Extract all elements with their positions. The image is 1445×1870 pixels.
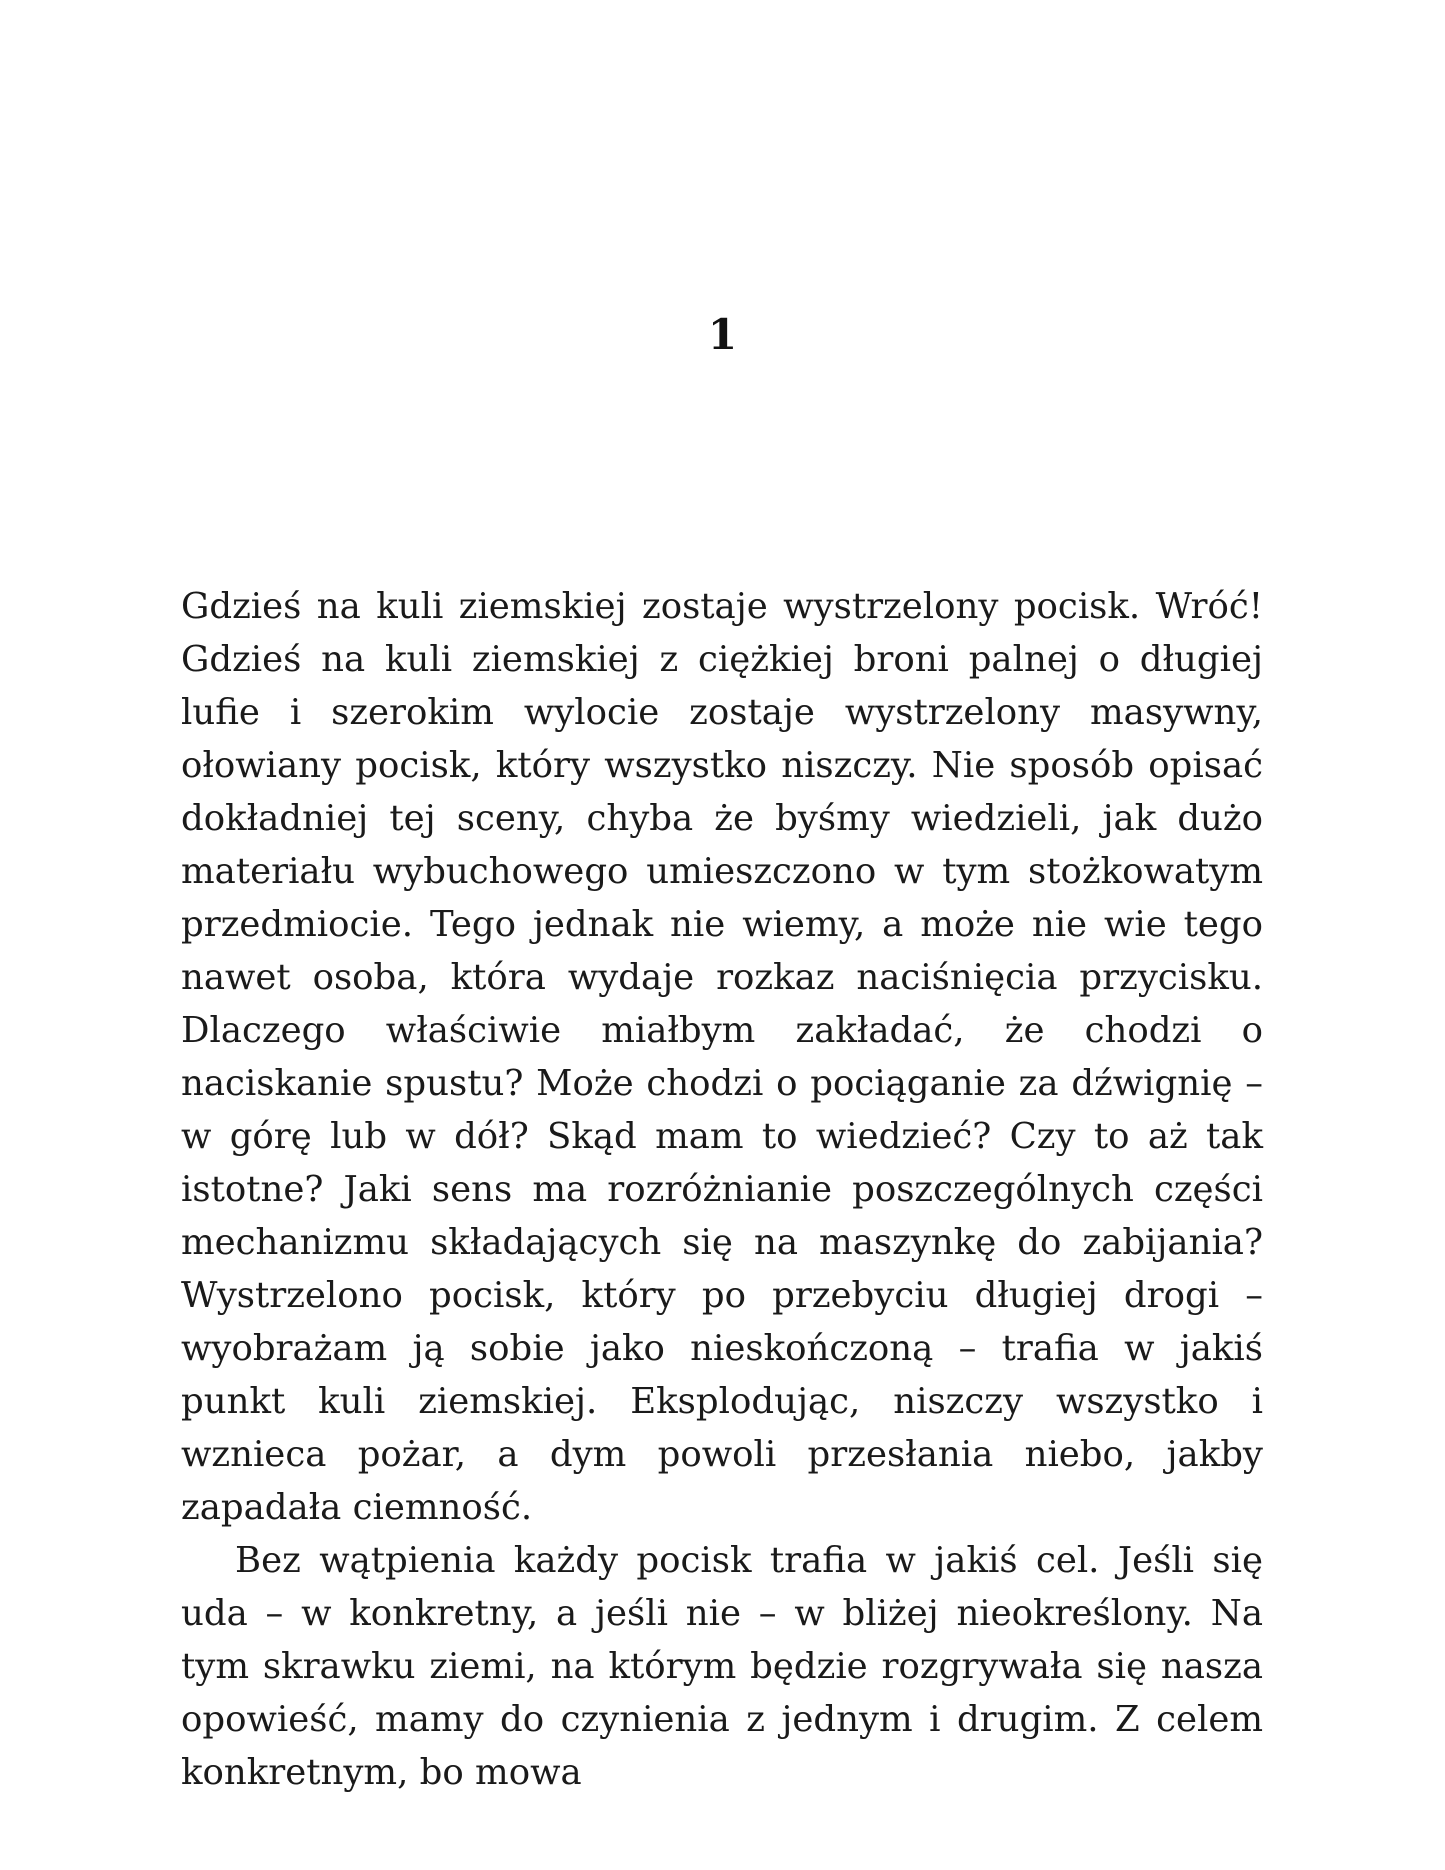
chapter-body bbox=[181, 580, 1263, 1799]
paragraph: Bez wątpienia każdy pocisk trafia w jakiś cel. Jeśli się uda – w konkretny, a jeśli nie – w bliżej nieokreślony. Na tym skrawku ziemi, na którym będzie rozgrywała się nasza opowieść, mamy do czynienia z jednym i drugim. Z celem konkretnym, bo mowa bbox=[181, 1540, 1263, 1793]
paragraph: Gdzieś na kuli ziemskiej zostaje wystrzelony pocisk. Wróć! Gdzieś na kuli ziemskiej z ciężkiej broni palnej o długiej lufie i szerokim wylocie zostaje wystrzelony masywny, ołowiany pocisk, który wszystko niszczy. Nie sposób opisać dokładniej tej sceny, chyba że byśmy wiedzieli, jak dużo materiału wybuchowego umieszczono w tym stożkowatym przedmiocie. Tego jednak nie wiemy, a może nie wie tego nawet osoba, która wydaje rozkaz naciśnięcia przycisku. Dlaczego właściwie miałbym zakładać, że chodzi o naciskanie spustu? Może chodzi o pociąganie za dźwignię – w górę lub w dół? Skąd mam to wiedzieć? Czy to aż tak istotne? Jaki sens ma rozróżnianie poszczególnych części mechanizmu składających się na maszynkę do zabijania? Wystrzelono pocisk, który po przebyciu długiej drogi – wyobrażam ją sobie jako nieskończoną – trafia w jakiś punkt kuli ziemskiej. Eksplodując, niszczy wszystko i wznieca pożar, a dym powoli przesłania niebo, jakby zapadała ciemność. bbox=[181, 586, 1263, 1528]
chapter-number: 1 bbox=[707, 310, 738, 359]
